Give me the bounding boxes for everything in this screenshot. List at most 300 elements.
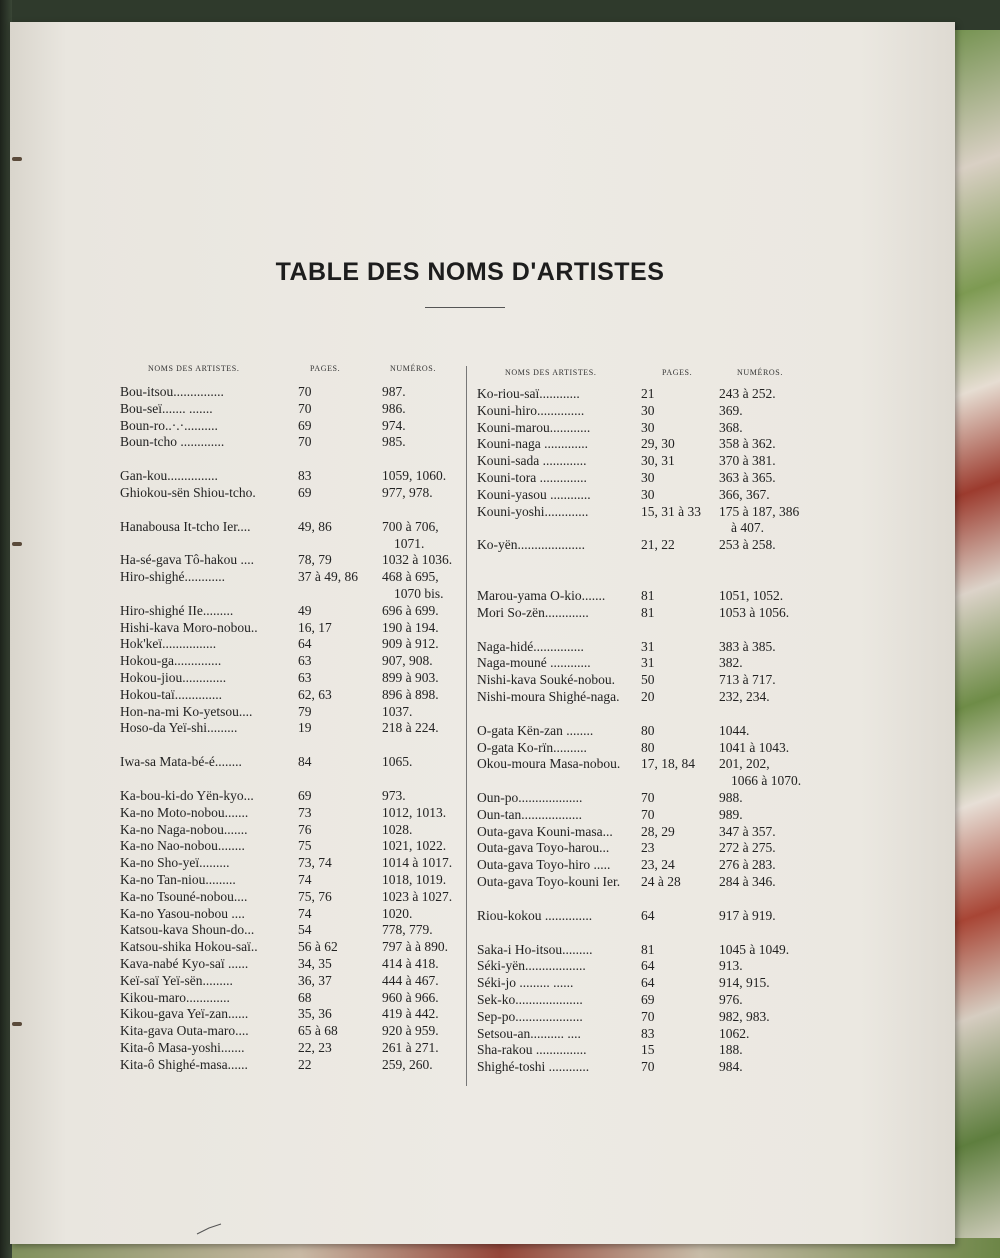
index-entry [120, 788, 465, 805]
catalog-numbers: 976. [719, 991, 743, 1007]
page-ref: 31 [641, 655, 655, 671]
page-ref: 74 [298, 905, 312, 921]
index-entry [120, 1057, 465, 1074]
index-entry [120, 687, 465, 704]
page-ref: 20 [641, 688, 655, 704]
catalog-numbers: 1023 à 1027. [382, 888, 453, 904]
index-entry [477, 740, 797, 757]
header-names-left: NOMS DES ARTISTES. [148, 364, 240, 373]
artist-name: Ka-no Yasou-nobou .... [120, 905, 245, 921]
index-entry [120, 939, 465, 956]
page-ref: 69 [641, 991, 655, 1007]
catalog-numbers: 909 à 912. [382, 636, 439, 652]
page-ref: 75 [298, 838, 312, 854]
index-entry [120, 822, 465, 839]
index-entry [477, 992, 797, 1009]
page-ref: 69 [298, 787, 312, 803]
index-entry [477, 975, 797, 992]
artist-name: Ha-sé-gava Tô-hakou .... [120, 552, 254, 568]
catalog-numbers: 914, 915. [719, 975, 770, 991]
artist-name: Shighé-toshi ............ [477, 1059, 590, 1075]
artist-name: Naga-mouné ............ [477, 655, 591, 671]
index-entry [477, 807, 797, 824]
index-entry [477, 537, 797, 554]
page-ref: 23 [641, 840, 655, 856]
page-ref: 80 [641, 722, 655, 738]
index-entry [120, 990, 465, 1007]
right-column [477, 386, 802, 1076]
index-entry [120, 1006, 465, 1023]
artist-name: Ka-no Sho-yeï......... [120, 855, 230, 871]
index-entry [477, 689, 797, 706]
catalog-numbers: 700 à 706, [382, 518, 439, 534]
index-entry [120, 670, 465, 687]
page-ref: 30, 31 [641, 453, 675, 469]
page-ref: 70 [641, 1059, 655, 1075]
page-ref: 63 [298, 669, 312, 685]
page-ref: 30 [641, 419, 655, 435]
index-entry [120, 401, 465, 418]
index-entry [120, 434, 465, 451]
catalog-numbers: 1051, 1052. [719, 587, 784, 603]
artist-name: Ghiokou-sën Shiou-tcho. [120, 484, 256, 500]
artist-name: Naga-hidé............... [477, 638, 584, 654]
index-entry [120, 1023, 465, 1040]
index-entry [120, 384, 465, 401]
index-entry [477, 470, 797, 487]
section-gap [477, 891, 797, 908]
catalog-numbers: 1018, 1019. [382, 871, 447, 887]
page-ref: 63 [298, 653, 312, 669]
artist-name: Kouni-yoshi............. [477, 503, 589, 519]
header-numbers-right: NUMÉROS. [737, 368, 783, 377]
catalog-numbers: 982, 983. [719, 1008, 770, 1024]
index-entry [120, 872, 465, 889]
page-ref: 62, 63 [298, 686, 332, 702]
index-entry [120, 855, 465, 872]
catalog-numbers: 778, 779. [382, 922, 433, 938]
catalog-numbers: 1065. [382, 754, 413, 770]
page-ref: 80 [641, 739, 655, 755]
catalog-numbers-continued: 1070 bis. [394, 585, 444, 601]
catalog-numbers: 272 à 275. [719, 840, 776, 856]
artist-name: Hiro-shighé IIe......... [120, 602, 234, 618]
catalog-numbers: 1037. [382, 703, 413, 719]
artist-name: Kouni-tora .............. [477, 469, 587, 485]
page-ref: 70 [641, 789, 655, 805]
index-entry [120, 636, 465, 653]
catalog-numbers: 973. [382, 787, 406, 803]
artist-name: Kita-gava Outa-maro.... [120, 1023, 249, 1039]
catalog-numbers-continued: 1066 à 1070. [731, 773, 802, 789]
artist-name: Kouni-yasou ............ [477, 486, 591, 502]
page-ref: 76 [298, 821, 312, 837]
catalog-numbers: 370 à 381. [719, 453, 776, 469]
artist-name: Séki-jo ......... ...... [477, 975, 574, 991]
index-entry [120, 922, 465, 939]
artist-name: Hanabousa It-tcho Ier.... [120, 518, 251, 534]
catalog-numbers: 444 à 467. [382, 972, 439, 988]
section-gap [477, 925, 797, 942]
index-entry [120, 1040, 465, 1057]
catalog-numbers: 368. [719, 419, 743, 435]
artist-name: Kouni-hiro.............. [477, 402, 585, 418]
artist-name: Kouni-naga ............. [477, 436, 588, 452]
page-ref: 83 [641, 1025, 655, 1041]
section-gap [477, 571, 797, 588]
artist-name: Oun-po................... [477, 789, 583, 805]
catalog-numbers: 175 à 187, 386 [719, 503, 800, 519]
artist-name: Kita-ô Shighé-masa...... [120, 1056, 248, 1072]
page-ref: 56 à 62 [298, 939, 338, 955]
index-entry [120, 603, 465, 620]
catalog-numbers: 243 à 252. [719, 386, 776, 401]
index-entry [477, 958, 797, 975]
artist-name: Hishi-kava Moro-nobou.. [120, 619, 258, 635]
page-ref: 23, 24 [641, 857, 675, 873]
index-entry [120, 569, 465, 603]
catalog-numbers: 1021, 1022. [382, 838, 447, 854]
catalog-numbers: 984. [719, 1059, 743, 1075]
page-ref: 31 [641, 638, 655, 654]
catalog-numbers: 713 à 717. [719, 672, 776, 688]
artist-name: Ka-no Tan-niou......... [120, 871, 236, 887]
catalog-numbers: 907, 908. [382, 653, 433, 669]
index-entry [477, 1042, 797, 1059]
index-entry [477, 386, 797, 403]
book-page [10, 22, 955, 1244]
index-entry [477, 453, 797, 470]
artist-name: Boun-ro..·.·.......... [120, 417, 218, 433]
section-gap [120, 451, 465, 468]
catalog-numbers: 1014 à 1017. [382, 855, 453, 871]
header-pages-left: PAGES. [310, 364, 341, 373]
catalog-numbers: 989. [719, 806, 743, 822]
page-ref: 69 [298, 484, 312, 500]
artist-name: Katsou-kava Shoun-do... [120, 922, 255, 938]
index-entry [120, 720, 465, 737]
page-ref: 70 [298, 400, 312, 416]
page-ref: 19 [298, 720, 312, 736]
catalog-numbers: 1020. [382, 905, 413, 921]
artist-name: Sek-ko.................... [477, 991, 583, 1007]
catalog-numbers: 1053 à 1056. [719, 604, 790, 620]
page-ref: 83 [298, 468, 312, 484]
artist-name: Ko-riou-saï............ [477, 386, 580, 401]
artist-name: Outa-gava Toyo-hiro ..... [477, 857, 611, 873]
catalog-numbers: 1044. [719, 722, 750, 738]
catalog-numbers: 414 à 418. [382, 955, 439, 971]
artist-name: Ka-no Moto-nobou....... [120, 804, 249, 820]
page-ref: 70 [641, 806, 655, 822]
index-entry [120, 973, 465, 990]
page-ref: 64 [641, 907, 655, 923]
index-entry [120, 468, 465, 485]
page-ref: 28, 29 [641, 823, 675, 839]
artist-name: Bou-seï....... ....... [120, 400, 213, 416]
catalog-numbers: 383 à 385. [719, 638, 776, 654]
index-entry [477, 874, 797, 891]
page-ref: 84 [298, 754, 312, 770]
left-column [120, 384, 465, 1073]
artist-name: O-gata Kën-zan ........ [477, 722, 594, 738]
page-ref: 30 [641, 402, 655, 418]
index-entry [477, 1059, 797, 1076]
page-ref: 65 à 68 [298, 1023, 338, 1039]
section-gap [120, 771, 465, 788]
catalog-numbers: 419 à 442. [382, 1006, 439, 1022]
header-pages-right: PAGES. [662, 368, 693, 377]
artist-name: Kouni-marou............ [477, 419, 591, 435]
index-entry [477, 756, 802, 790]
catalog-numbers: 985. [382, 434, 406, 450]
artist-name: Outa-gava Kouni-masa... [477, 823, 613, 839]
artist-name: Outa-gava Toyo-kouni Ier. [477, 873, 621, 889]
page-ref: 70 [298, 434, 312, 450]
index-entry [477, 824, 797, 841]
section-gap [477, 554, 797, 571]
index-entry [477, 655, 797, 672]
artist-name: Katsou-shika Hokou-saï.. [120, 939, 258, 955]
page-ref: 68 [298, 989, 312, 1005]
catalog-numbers-continued: 1071. [394, 535, 425, 551]
page-ref: 70 [641, 1008, 655, 1024]
header-numbers-left: NUMÉROS. [390, 364, 436, 373]
page-ref: 35, 36 [298, 1006, 332, 1022]
artist-name: Séki-yën.................. [477, 958, 586, 974]
page-ref: 22, 23 [298, 1039, 332, 1055]
catalog-numbers: 232, 234. [719, 688, 770, 704]
page-ref: 34, 35 [298, 955, 332, 971]
artist-name: Hokou-jiou............. [120, 669, 227, 685]
index-entry [120, 704, 465, 721]
section-gap [477, 622, 797, 639]
catalog-numbers: 276 à 283. [719, 857, 776, 873]
index-entry [120, 889, 465, 906]
catalog-numbers: 363 à 365. [719, 469, 776, 485]
index-entry [477, 857, 797, 874]
index-entry [120, 956, 465, 973]
page-ref: 17, 18, 84 [641, 756, 695, 772]
catalog-numbers: 899 à 903. [382, 669, 439, 685]
artist-name: O-gata Ko-rïn.......... [477, 739, 587, 755]
page-ref: 50 [641, 672, 655, 688]
catalog-numbers: 1041 à 1043. [719, 739, 790, 755]
catalog-numbers: 977, 978. [382, 484, 433, 500]
page-ref: 24 à 28 [641, 873, 681, 889]
catalog-numbers: 347 à 357. [719, 823, 776, 839]
catalog-numbers: 696 à 699. [382, 602, 439, 618]
index-entry [477, 723, 797, 740]
page-ref: 81 [641, 604, 655, 620]
page-ref: 70 [298, 384, 312, 399]
page-ref: 64 [298, 636, 312, 652]
artist-name: Kikou-maro............. [120, 989, 230, 1005]
index-entry [120, 805, 465, 822]
index-entry [477, 672, 797, 689]
binding-stitch [12, 542, 22, 546]
artist-name: Hiro-shighé............ [120, 569, 225, 585]
catalog-numbers: 201, 202, [719, 756, 770, 772]
artist-name: Riou-kokou .............. [477, 907, 593, 923]
page-ref: 36, 37 [298, 972, 332, 988]
catalog-numbers: 218 à 224. [382, 720, 439, 736]
index-entry [120, 754, 465, 771]
page-ref: 74 [298, 871, 312, 887]
artist-name: Boun-tcho ............. [120, 434, 225, 450]
artist-name: Sep-po.................... [477, 1008, 583, 1024]
artist-name: Sha-rakou ............... [477, 1042, 587, 1058]
artist-name: Kita-ô Masa-yoshi....... [120, 1039, 245, 1055]
catalog-numbers: 261 à 271. [382, 1039, 439, 1055]
artist-name: Hok'keï................ [120, 636, 217, 652]
artist-name: Ka-no Naga-nobou....... [120, 821, 248, 837]
header-names-right: NOMS DES ARTISTES. [505, 368, 597, 377]
catalog-numbers: 917 à 919. [719, 907, 776, 923]
index-entry [477, 1026, 797, 1043]
catalog-numbers: 896 à 898. [382, 686, 439, 702]
page-ref: 37 à 49, 86 [298, 569, 358, 585]
catalog-numbers: 1045 à 1049. [719, 941, 790, 957]
artist-name: Setsou-an.......... .... [477, 1025, 581, 1041]
index-entry [120, 906, 465, 923]
page-ref: 73 [298, 804, 312, 820]
catalog-numbers: 188. [719, 1042, 743, 1058]
index-entry [477, 790, 797, 807]
page-title: TABLE DES NOMS D'ARTISTES [275, 258, 665, 286]
section-gap [120, 502, 465, 519]
artist-name: Saka-i Ho-itsou......... [477, 941, 593, 957]
catalog-numbers: 988. [719, 789, 743, 805]
catalog-numbers: 284 à 346. [719, 873, 776, 889]
page-ref: 49, 86 [298, 518, 332, 534]
page-ref: 29, 30 [641, 436, 675, 452]
catalog-numbers: 974. [382, 417, 406, 433]
index-entry [477, 436, 797, 453]
index-entry [477, 605, 797, 622]
artist-name: Ko-yën.................... [477, 537, 585, 553]
catalog-numbers: 1032 à 1036. [382, 552, 453, 568]
index-entry [120, 418, 465, 435]
catalog-numbers: 1028. [382, 821, 413, 837]
section-gap [477, 706, 797, 723]
artist-name: Kouni-sada ............. [477, 453, 587, 469]
page-ref: 73, 74 [298, 855, 332, 871]
artist-name: Hokou-taï.............. [120, 686, 222, 702]
page-ref: 16, 17 [298, 619, 332, 635]
page-ref: 69 [298, 417, 312, 433]
index-entry [120, 838, 465, 855]
artist-name: Ka-bou-ki-do Yën-kyo... [120, 787, 254, 803]
artist-name: Bou-itsou............... [120, 384, 224, 399]
index-entry [477, 487, 797, 504]
catalog-numbers: 797 à à 890. [382, 939, 448, 955]
index-entry [120, 485, 465, 502]
page-ref: 15, 31 à 33 [641, 503, 701, 519]
artist-name: Iwa-sa Mata-bé-é........ [120, 754, 242, 770]
catalog-numbers: 468 à 695, [382, 569, 439, 585]
index-entry [477, 420, 797, 437]
index-entry [477, 840, 797, 857]
index-entry [120, 653, 465, 670]
page-ref: 49 [298, 602, 312, 618]
page-ref: 30 [641, 486, 655, 502]
artist-name: Marou-yama O-kio....... [477, 587, 606, 603]
page-ref: 15 [641, 1042, 655, 1058]
index-entry [477, 403, 797, 420]
artist-name: Gan-kou............... [120, 468, 218, 484]
catalog-numbers: 960 à 966. [382, 989, 439, 1005]
catalog-numbers: 366, 367. [719, 486, 770, 502]
artist-name: Nishi-moura Shighé-naga. [477, 688, 620, 704]
index-entry [477, 503, 800, 538]
page-ref: 21 [641, 386, 655, 401]
artist-name: Outa-gava Toyo-harou... [477, 840, 610, 856]
catalog-numbers: 382. [719, 655, 743, 671]
catalog-numbers: 259, 260. [382, 1056, 433, 1072]
index-entry [477, 1009, 797, 1026]
artist-name: Hon-na-mi Ko-yetsou.... [120, 703, 253, 719]
page-ref: 81 [641, 587, 655, 603]
page-ref: 64 [641, 975, 655, 991]
index-entry [120, 552, 465, 569]
section-gap [120, 737, 465, 754]
catalog-numbers: 1062. [719, 1025, 750, 1041]
artist-name: Ka-no Nao-nobou........ [120, 838, 245, 854]
binding-stitch [12, 1022, 22, 1026]
title-rule [425, 307, 505, 308]
page-ref: 22 [298, 1056, 312, 1072]
page-ref: 79 [298, 703, 312, 719]
artist-name: Kikou-gava Yeï-zan...... [120, 1006, 249, 1022]
artist-name: Nishi-kava Souké-nobou. [477, 672, 615, 688]
artist-name: Hokou-ga.............. [120, 653, 222, 669]
artist-name: Okou-moura Masa-nobou. [477, 756, 621, 772]
page-ref: 64 [641, 958, 655, 974]
artist-name: Keï-saï Yeï-sën......... [120, 972, 233, 988]
catalog-numbers: 913. [719, 958, 743, 974]
catalog-numbers: 358 à 362. [719, 436, 776, 452]
catalog-numbers-continued: à 407. [731, 520, 764, 536]
artist-name: Ka-no Tsouné-nobou.... [120, 888, 248, 904]
page-ref: 81 [641, 941, 655, 957]
binding-stitch [12, 157, 22, 161]
artist-name: Oun-tan.................. [477, 806, 582, 822]
index-entry [477, 942, 797, 959]
page-ref: 75, 76 [298, 888, 332, 904]
pen-mark [195, 1222, 225, 1236]
page-ref: 78, 79 [298, 552, 332, 568]
index-entry [120, 620, 465, 637]
catalog-numbers: 986. [382, 400, 406, 416]
catalog-numbers: 190 à 194. [382, 619, 439, 635]
index-entry [477, 588, 797, 605]
catalog-numbers: 987. [382, 384, 406, 399]
index-entry [120, 519, 465, 553]
catalog-numbers: 1059, 1060. [382, 468, 447, 484]
catalog-numbers: 920 à 959. [382, 1023, 439, 1039]
artist-name: Mori So-zën............. [477, 604, 589, 620]
artist-name: Kava-nabé Kyo-saï ...... [120, 955, 249, 971]
page-ref: 30 [641, 469, 655, 485]
page-ref: 21, 22 [641, 537, 675, 553]
index-entry [477, 639, 797, 656]
artist-name: Hoso-da Yeï-shi......... [120, 720, 238, 736]
index-entry [477, 908, 797, 925]
page-ref: 54 [298, 922, 312, 938]
catalog-numbers: 253 à 258. [719, 537, 776, 553]
catalog-numbers: 369. [719, 402, 743, 418]
